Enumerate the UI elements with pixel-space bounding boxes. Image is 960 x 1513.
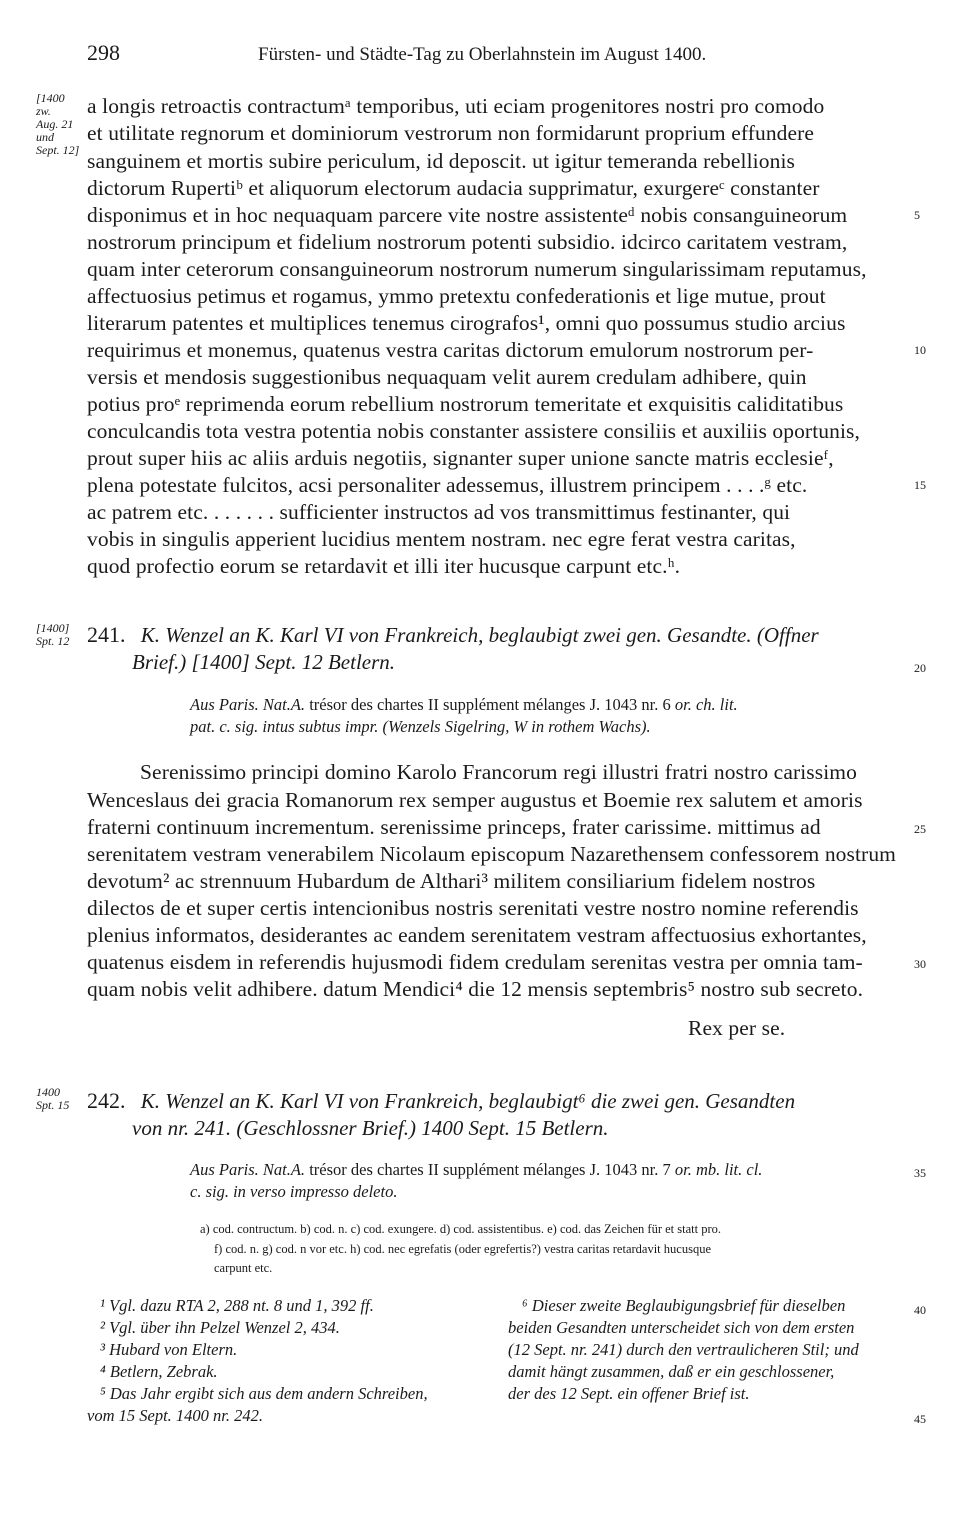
footnote-line: ² Vgl. über ihn Pelzel Wenzel 2, 434. [100,1318,340,1337]
text-line: fraterni continuum incrementum. serenissime princeps, frater carissime. mittimus ad [87,815,821,839]
running-title: Fürsten- und Städte-Tag zu Oberlahnstein im August 1400. [258,44,707,65]
text-line: ac patrem etc. . . . . . . sufficienter instructos ad vos transmittimus festinanter, qui [87,500,791,524]
footnote-line: ⁶ Dieser zweite Beglaubigungsbrief für dieselben [522,1296,846,1315]
line-number: 40 [914,1303,926,1317]
text-line: Wenceslaus dei gracia Romanorum rex semper augustus et Boemie rex salutem et amoris [87,788,863,812]
doc-number: 242. [87,1088,126,1113]
line-number: 35 [914,1166,926,1180]
source-note-242-cont: c. sig. in verso impresso deleto. [190,1182,398,1201]
margin-date-line: 1400 [36,1085,60,1099]
text-line: quam inter ceterorum consanguineorum nostrorum numerum singularissimam reputamus, [87,257,867,281]
apparatus-line: carpunt etc. [214,1261,273,1275]
margin-date-241 [36,622,69,648]
text-line: prout super hiis ac aliis arduis negotiis, signanter super unione sancte matris ecclesieᶠ, [87,446,834,470]
footnote-line: (12 Sept. nr. 241) durch den vertraulicheren Stil; und [508,1340,859,1359]
line-number: 10 [914,343,926,357]
footnote-line: ¹ Vgl. dazu RTA 2, 288 nt. 8 und 1, 392 ff. [100,1296,374,1315]
margin-date-line: Spt. 15 [36,1098,70,1112]
text-line: quatenus eisdem in referendis hujusmodi fidem credulam serenitas vestra per omnia tam- [87,950,863,974]
footnote-line: vom 15 Sept. 1400 nr. 242. [87,1406,263,1425]
footnote-line: ⁴ Betlern, Zebrak. [100,1362,218,1381]
text-line: dilectos de et super certis intencionibus nostris serenitati vestre nostro nomine referendis [87,896,859,920]
text-line: dictorum Rupertiᵇ et aliquorum electorum audacia supprimatur, exurgereᶜ constanter [87,176,820,200]
doc-title: K. Wenzel an K. Karl VI von Frankreich, beglaubigt zwei gen. Gesandte. (Offner [140,623,819,647]
text-line: literarum patentes et multiplices tenemus cirografos¹, omni quo possumus studio arcius [87,311,846,335]
footnote-line: der des 12 Sept. ein offener Brief ist. [508,1384,750,1403]
line-number: 45 [914,1412,926,1426]
doc-title: K. Wenzel an K. Karl VI von Frankreich, beglaubigt⁶ die zwei gen. Gesandten [140,1089,796,1113]
text-line: requirimus et monemus, quatenus vestra caritas dictorum emulorum nostrorum per- [87,338,814,362]
source-note-241 [190,695,738,715]
line-number: 30 [914,957,926,971]
footnote-line: beiden Gesandten unterscheidet sich von dem ersten [508,1318,855,1337]
text-line: a longis retroactis contractumᵃ temporibus, uti eciam progenitores nostri pro comodo [87,94,825,118]
text-line: plenius informatos, desiderantes ac eandem serenitatem vestram affectuosius exhortantes, [87,923,867,947]
line-number: 15 [914,478,926,492]
source-shelfmark: trésor des chartes II supplément mélanges J. 1043 nr. 7 [305,1160,675,1179]
source-note-242 [190,1160,762,1180]
text-line: vobis in singulis apperient lucidius mentem nostram. nec egre ferat vestra caritas, [87,527,796,551]
footnote-line: ³ Hubard von Eltern. [100,1340,238,1359]
text-line: conculcandis tota vestra potentia nobis constanter assistere consiliis et auxiliis oportunis, [87,419,860,443]
source-archive: Aus Paris. Nat.A. [190,1160,306,1179]
page-number: 298 [87,40,120,65]
apparatus-line: a) cod. contructum. b) cod. n. c) cod. exungere. d) cod. assistentibus. e) cod. das Zeichen für et statt pro. [200,1222,722,1236]
footnote-line: damit hängt zusammen, daß er ein geschlossener, [508,1362,835,1381]
margin-date-line: zw. [36,104,51,118]
source-format: or. mb. lit. cl. [674,1160,763,1179]
text-line: serenitatem vestram venerabilem Nicolaum episcopum Nazarethensem confessorem nostrum [87,842,896,866]
line-number: 25 [914,822,926,836]
apparatus-line: f) cod. n. g) cod. n vor etc. h) cod. nec egrefatis (oder egrefertis?) vestra caritas retardavit hucusque [214,1242,711,1256]
text-line: devotum² ac strennuum Hubardum de Althari³ militem consiliarium fidelem nostros [87,869,816,893]
line-number: 5 [914,208,920,222]
margin-date-line: [1400] [36,621,70,635]
text-line: et utilitate regnorum et dominiorum vestrorum non formidarunt proprium effundere [87,121,815,145]
doc-242-heading [87,1088,795,1114]
source-format: or. ch. lit. [674,695,738,714]
source-shelfmark: trésor des chartes II supplément mélanges J. 1043 nr. 6 [305,695,675,714]
margin-date-line: [1400 [36,91,65,105]
doc-number: 241. [87,622,126,647]
margin-date-line: Aug. 21 [36,117,74,131]
doc-title-cont: von nr. 241. (Geschlossner Brief.) 1400 Sept. 15 Betlern. [132,1116,609,1140]
text-line: sanguinem et mortis subire periculum, id deposcit. ut igitur temeranda rebellionis [87,149,795,173]
margin-date-242 [36,1086,69,1112]
source-archive: Aus Paris. Nat.A. [190,695,306,714]
text-line: affectuosius petimus et rogamus, ymmo pretextu confederationis et lige mutue, prout [87,284,826,308]
margin-date-line: Sept. 12] [36,143,80,157]
text-line: versis et mendosis suggestionibus nequaquam velit aurem credulam adhibere, quin [87,365,807,389]
text-line: quam nobis velit adhibere. datum Mendici⁴ die 12 mensis septembris⁵ nostro sub secreto. [87,977,864,1001]
text-line: potius proᵉ reprimenda eorum rebellium nostrorum temeritate et exquisitis caliditatibus [87,392,844,416]
line-number: 20 [914,661,926,675]
text-line: plena potestate fulcitos, acsi personaliter adessemus, illustrem principem . . . .ᵍ etc. [87,473,808,497]
text-line: nostrorum principum et fidelium nostrorum potenti subsidio. idcirco caritatem vestram, [87,230,848,254]
margin-date-line: Spt. 12 [36,634,70,648]
margin-date-1 [36,92,79,157]
signature: Rex per se. [688,1016,786,1040]
text-line: quod profectio eorum se retardavit et illi iter hucusque carpunt etc.ʰ. [87,554,681,578]
text-line: Serenissimo principi domino Karolo Francorum regi illustri fratri nostro carissimo [140,760,857,784]
text-line: disponimus et in hoc nequaquam parcere vite nostre assistenteᵈ nobis consanguineorum [87,203,848,227]
source-note-241-cont: pat. c. sig. intus subtus impr. (Wenzels Sigelring, W in rothem Wachs). [190,717,651,736]
doc-241-heading [87,622,819,648]
doc-title-cont: Brief.) [1400] Sept. 12 Betlern. [132,650,396,674]
margin-date-line: und [36,130,54,144]
footnote-line: ⁵ Das Jahr ergibt sich aus dem andern Schreiben, [100,1384,428,1403]
